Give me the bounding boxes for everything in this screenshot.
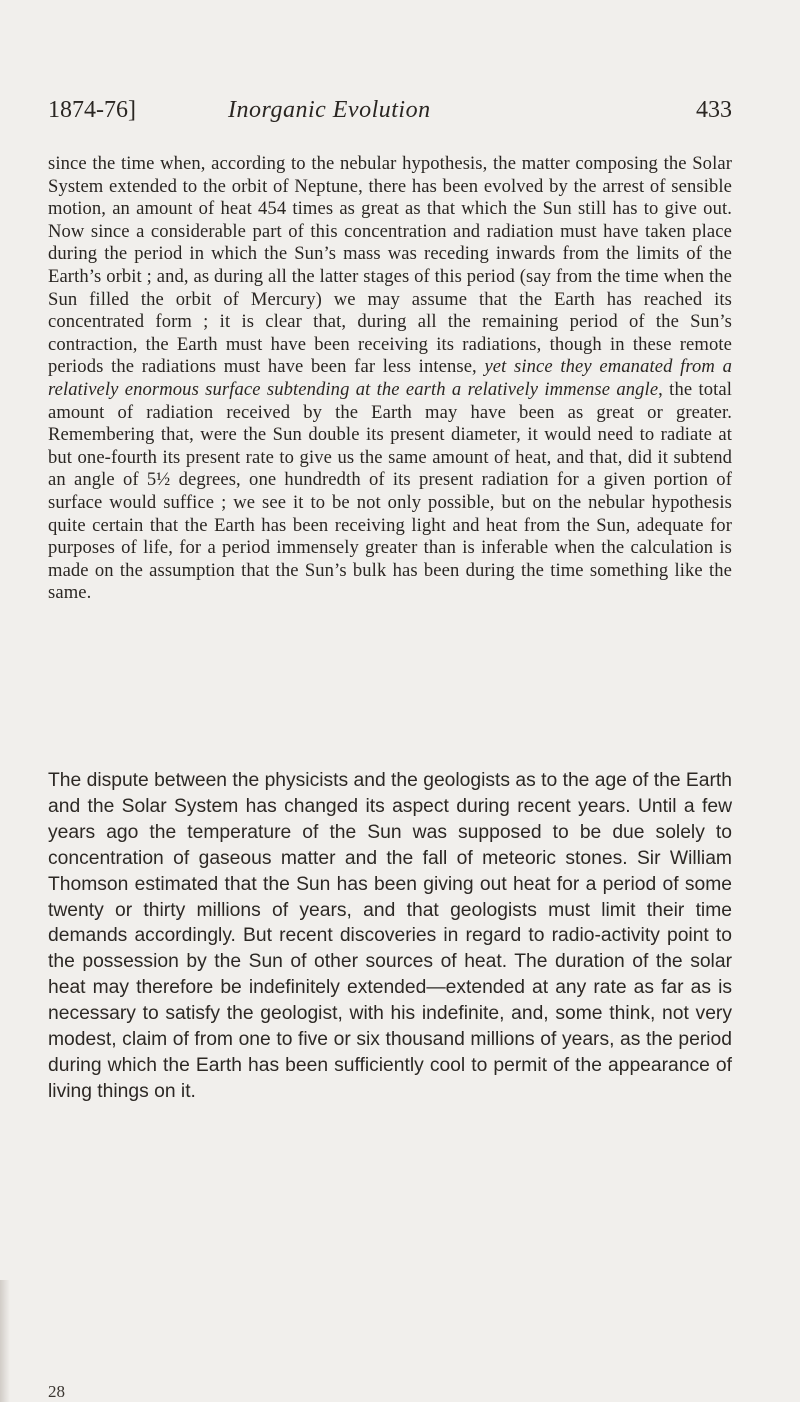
paragraph-quoted-text — [48, 153, 732, 605]
paragraph-1-italic-text: yet since they emanated from a relatively enormous surface subtending at the earth a relatively immense angle — [48, 356, 732, 400]
page-edge-shadow — [0, 1280, 10, 1402]
paragraph-1-text-a: since the time when, according to the nebular hypothesis, the matter composing the Solar System extended to the orbit of Neptune, there has been evolved by the arrest of sensible motion, an amount of heat 454 times as great as that which the Sun still has to give out. Now since a considerable part of this concentration and radiation must have taken place during the period in which the Sun’s mass was receding inwards from the limits of the Earth’s orbit ; and, as during all the latter stages of this period (say from the time when the Sun filled the orbit of Mercury) we may assume that the Earth has reached its concentrated form ; it is clear that, during all the remaining period of the Sun’s contraction, the Earth must have been receiving its radiations, though in these remote periods the radiations must have been far less intense, — [48, 153, 732, 378]
header-years: 1874-76] — [48, 97, 136, 123]
paragraph-1-text-b: , the total amount of radiation received by the Earth may have been as great or greater. Remembering that, were the Sun double its present diameter, it would need to radiate at but one-fourth its present rate to give us the same amount of heat, and that, did it subtend an angle of 5½ degrees, one hundredth of its present radiation for a given portion of surface would suffice ; we see it to be not only possible, but on the nebular hypothesis quite certain that the Earth has been receiving light and heat from the Sun, adequate for purposes of life, for a period immensely greater than is inferable when the calculation is made on the assumption that the Sun’s bulk has been during the time something like the same. — [48, 378, 732, 604]
page-number: 433 — [696, 97, 732, 123]
signature-mark: 28 — [48, 1382, 65, 1401]
running-head — [48, 92, 732, 128]
paragraph-editorial-note: The dispute between the physicists and the geologists as to the age of the Earth and the Solar System has changed its aspect during recent years. Until a few years ago the temperature of the Sun was supposed to be due solely to concentration of gaseous matter and the fall of meteoric stones. Sir William Thomson estimated that the Sun has been giving out heat for a period of some twenty or thirty millions of years, and that geologists must limit their time demands accordingly. But recent discoveries in regard to radio-activity point to the possession by the Sun of other sources of heat. The duration of the solar heat may therefore be indefinitely extended—extended at any rate as far as is necessary to satisfy the geologist, with his indefinite, and, some think, not very modest, claim of from one to five or six thousand millions of years, as the period during which the Earth has been sufficiently cool to permit of the appearance of living things on it. — [48, 770, 732, 1102]
header-title: Inorganic Evolution — [228, 97, 431, 123]
